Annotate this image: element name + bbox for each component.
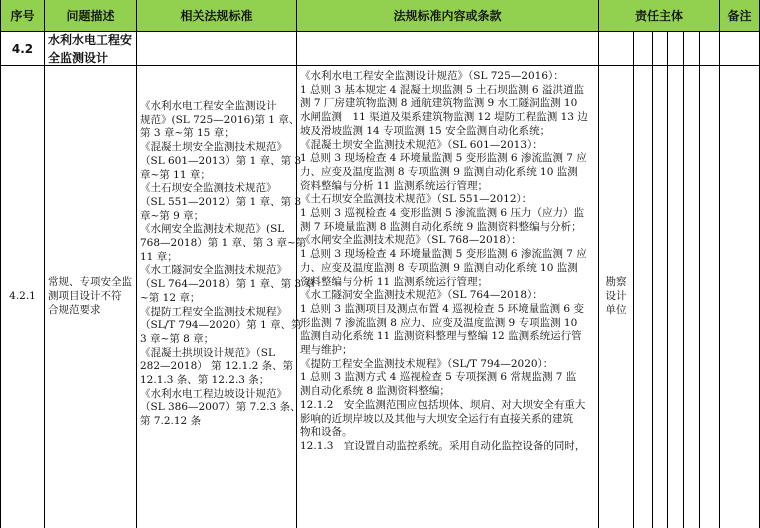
standards-line: 《水闸安全监测技术规范》(SL	[140, 223, 285, 236]
section-resp-col-3	[653, 32, 668, 66]
content-line: 影响的近坝岸坡以及其他与大坝安全运行有直接关系的建筑	[300, 412, 573, 425]
content-line: 测 7 环境量监测 8 监测自动化系统 9 监测资料整编与分析；	[300, 220, 582, 233]
content-line: 测自动化系统 8 监测资料整编；	[300, 385, 450, 398]
header-problem: 问题描述	[45, 0, 137, 32]
standards-line: 768—2018）第 1 章、第 3 章~第	[140, 237, 307, 250]
responsible-line: 设计	[605, 290, 627, 303]
section-resp-col-1	[599, 32, 634, 66]
header-remark: 备注	[720, 0, 760, 32]
standards-line: 《土石坝安全监测技术规范》	[140, 182, 277, 195]
row-id: 4.2.1	[0, 66, 45, 528]
section-resp-col-4	[668, 32, 684, 66]
standards-line: 《混凝土拱坝设计规范》（SL	[140, 346, 275, 359]
content-line: 1 总则 3 巡视检查 4 变形监测 5 渗流监测 6 压力（应力）监	[300, 207, 584, 220]
resp-col-6	[700, 66, 720, 528]
standards-line: （SL 764—2018）第 1 章、第 3 章	[140, 278, 315, 291]
section-id: 4.2	[0, 32, 45, 66]
section-remark-empty	[720, 32, 760, 66]
resp-col-5	[684, 66, 700, 528]
content-line: 《混凝土坝安全监测技术规范》（SL 601—2013）：	[300, 138, 543, 151]
standards-line: 3 章~第 8 章；	[140, 332, 215, 345]
problem-line: 合规范要求	[48, 303, 101, 316]
standards-line: 《水利水电工程边坡设计规范》	[140, 387, 287, 400]
standards-line: 282—2018） 第 12.1.2 条、第	[140, 360, 294, 373]
content-line: 物和设备。	[300, 426, 353, 439]
content-line: 1 总则 3 监测项目及测点布置 4 巡视检查 5 环境量监测 6 变	[300, 302, 584, 315]
content-line: 1 总则 3 现场检查 4 环境量监测 5 变形监测 6 渗流监测 7 应	[300, 152, 587, 165]
resp-col-3	[653, 66, 668, 528]
problem-line: 测项目设计不符	[48, 290, 122, 303]
content-line: 《水工隧洞安全监测技术规范》（SL 764—2018）：	[300, 289, 543, 302]
row-remark	[720, 66, 760, 528]
section-title-line: 全监测设计	[48, 50, 109, 65]
problem-line: 常规、专项安全监	[48, 276, 132, 289]
section-resp-col-6	[700, 32, 720, 66]
content-line: 1 总则 3 基本规定 4 混凝土坝监测 5 土石坝监测 6 溢洪道监	[300, 83, 584, 96]
content-line: 资料整编与分析 11 监测系统运行管理；	[300, 275, 489, 288]
content-line: 监测自动化系统 11 监测资料整理与整编 12 监测系统运行管	[300, 330, 582, 343]
standards-line: 章~第 11 章；	[140, 168, 211, 181]
standards-line: 12.1.3 条、第 12.2.3 条；	[140, 374, 270, 387]
standards-line: 章~第 9 章；	[140, 209, 205, 222]
standards-line: 11 章；	[140, 250, 178, 263]
row-responsible	[599, 66, 634, 528]
standards-line: （SL/T 794—2020）第 1 章、第	[140, 319, 302, 332]
standards-line: （SL 386—2007）第 7.2.3 条、	[140, 401, 301, 414]
content-line: 坡及滑坡监测 14 专项监测 15 安全监测自动化系统；	[300, 124, 551, 137]
row-problem	[45, 66, 137, 528]
content-line: 水闸监测 11 渠道及渠系建筑物监测 12 堤防工程监测 13 边	[300, 111, 588, 124]
resp-col-2	[634, 66, 653, 528]
standards-line: 第 7.2.12 条	[140, 415, 202, 428]
standards-line: 第 3 章~第 15 章；	[140, 127, 235, 140]
standards-line: 《水工隧洞安全监测技术规范》	[140, 264, 287, 277]
standards-line: 规范》(SL 725—2016)第 1 章、	[140, 113, 300, 126]
standards-line: 《提防工程安全监测技术规程》	[140, 305, 287, 318]
row-standards	[137, 66, 315, 528]
resp-col-4	[668, 66, 684, 528]
content-line: 力、应变及温度监测 8 专项监测 9 监测自动化系统 10 监测	[300, 165, 578, 178]
section-content-empty	[297, 32, 599, 66]
content-line: 《水闸安全监测技术规范》（SL 768—2018）：	[300, 234, 522, 247]
section-title	[45, 32, 137, 66]
standards-line: （SL 601—2013）第 1 章、第 3	[140, 154, 302, 167]
content-line: 12.1.3 宜设置自动监控系统。采用自动化监控设备的同时，	[300, 439, 586, 452]
header-standards: 相关法规标准	[137, 0, 297, 32]
section-resp-col-5	[684, 32, 700, 66]
content-line: 《水利水电工程安全监测设计规范》（SL 725—2016）：	[300, 70, 564, 82]
header-seq: 序号	[0, 0, 45, 32]
standards-line: ~第 12 章；	[140, 291, 201, 304]
content-line: 力、应变及温度监测 8 专项监测 9 监测自动化系统 10 监测	[300, 261, 578, 274]
section-standards-empty	[137, 32, 297, 66]
content-line: 理与维护；	[300, 344, 353, 357]
content-line: 1 总则 3 监测方式 4 巡视检查 5 专项探测 6 常规监测 7 监	[300, 371, 577, 384]
header-responsible: 责任主体	[599, 0, 720, 32]
header-content: 法规标准内容或条款	[297, 0, 599, 32]
content-line: 《提防工程安全监测技术规程》（SL/T 794—2020）：	[300, 357, 554, 370]
responsible-line: 勘察	[605, 276, 627, 289]
content-line: 1 总则 3 现场检查 4 环境量监测 5 变形监测 6 渗流监测 7 应	[300, 248, 587, 261]
section-title-line: 水利水电工程安	[48, 32, 133, 47]
standards-line: 《水利水电工程安全监测设计	[140, 100, 277, 112]
row-content	[297, 66, 599, 528]
content-line: 资料整编与分析 11 监测系统运行管理；	[300, 179, 489, 192]
content-line: 测 7 厂房建筑物监测 8 通航建筑物监测 9 水工隧洞监测 10	[300, 97, 578, 110]
content-line: 12.1.2 安全监测范围应包括坝体、坝肩、对大坝安全有重大	[300, 398, 586, 411]
responsible-line: 单位	[605, 303, 627, 316]
standards-line: 《混凝土坝安全监测技术规范》	[140, 141, 287, 154]
content-line: 形监测 7 渗流监测 8 应力、应变及温度监测 9 专项监测 10	[300, 316, 578, 329]
standards-line: （SL 551—2012）第 1 章、第 3	[140, 195, 302, 208]
content-line: 《土石坝安全监测技术规范》（SL 551—2012）：	[300, 193, 533, 206]
section-resp-col-2	[634, 32, 653, 66]
